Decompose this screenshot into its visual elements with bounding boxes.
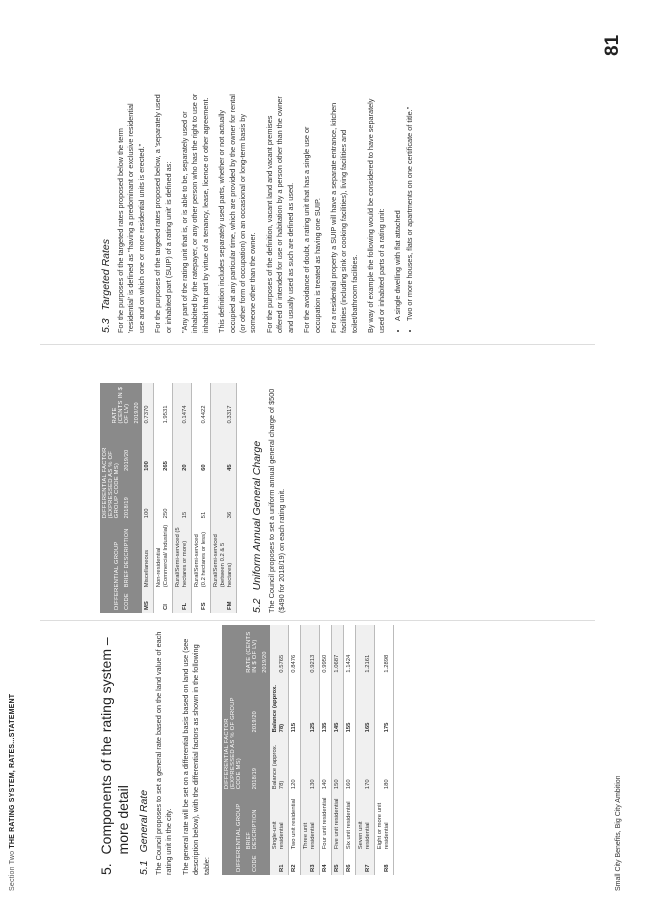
paragraph: For a residential property a SUIP will have a separate entrance, kitchen facilities (including sink or cooking facilities), living facilities and toilet/bathroom facilities. xyxy=(328,102,359,333)
paragraph: For the purposes of the definition, vacant land and vacant premises offered or intended for use or habitation by a person other than the owner and usually used as such are defined as used. xyxy=(264,96,295,333)
paragraph: For the purposes of the targeted rates proposed below the term 'residential' is defined as "having a predominant or exclusive residential use and on which one or more residential units is erected." xyxy=(116,103,146,333)
bullet-list xyxy=(393,91,416,333)
table-row: R8 Eight or more unit residential 180 175 1.2898 xyxy=(375,625,394,875)
paragraph: "Any part of the rating unit that is, or is able to be, separately used or inhabited by the ratepayer, or any other person who has the right to use or inhabit that part by virtue of a tenancy, lease, licence or other agreement. xyxy=(180,93,210,333)
list-item: • Two or more houses, flats or apartments on one certificate of title." xyxy=(405,91,415,321)
paragraph: This definition includes separately used parts, whether or not actually occupied at any particular time, which are provided by the owner for rental (or other form of occupation) on an occasional or long-term basis by someone other than the owner. xyxy=(217,94,258,333)
header-year: 2019/20 xyxy=(244,676,260,736)
section-5-1-heading: 5.1General Rate xyxy=(138,789,150,875)
section-5-3-heading: 5.3Targeted Rates xyxy=(100,238,112,333)
section-5-2-heading: 5.2Uniform Annual General Charge xyxy=(251,440,263,613)
non-residential-differential-table xyxy=(100,383,237,613)
header-year: 2019/20 xyxy=(132,383,142,426)
header-group: DIFFERENTIAL GROUP xyxy=(100,521,122,613)
paragraph: For the purposes of the targeted rates proposed below, a 'separately used or inhabited part (SUIP) of a rating unit' is defined as: xyxy=(153,94,173,333)
table-row: FM Rural/Semi-serviced (between 0.2 & 5 hectares) 36 45 0.3317 xyxy=(211,383,237,613)
residential-differential-table xyxy=(222,625,394,875)
header-brief: BRIEF DESCRIPTION xyxy=(122,521,132,590)
table-row: FS Rural/Semi-serviced (0.2 hectares or less) 51 60 0.4422 xyxy=(192,383,211,613)
paragraph: The general rate will be set on a differential basis based on land use (see description below), with the differential factors as shown in the following table: xyxy=(180,638,211,875)
header-year: 2019/20 xyxy=(260,625,270,676)
running-header xyxy=(9,694,16,891)
column-3 xyxy=(100,91,418,333)
table-row: R7 Seven unit residential 170 165 1.2161 xyxy=(356,625,375,875)
header-factor: DIFFERENTIAL FACTOR (EXPRESSED AS % OF GROUP CODE MS) xyxy=(100,426,122,521)
paragraph: The Council proposes to set a uniform annual general charge of $500 ($490 for 2018/19) on each rating unit. xyxy=(267,388,287,613)
paragraph: The Council proposes to set a general rate based on the land value of each rating unit in the city. xyxy=(154,631,174,875)
table-row: R4 Four unit residential 140 135 0.9950 xyxy=(320,625,332,875)
header-rate: RATE (CENTS IN $ OF LV) xyxy=(222,625,260,676)
footer-text: Small City Benefits, Big City Ambition xyxy=(615,775,622,891)
header-code: CODE xyxy=(122,590,132,613)
header-brief: BRIEF DESCRIPTION xyxy=(244,792,260,852)
page-number: 81 xyxy=(602,34,623,56)
table-row: R2 Two unit residential 120 115 0.8476 xyxy=(289,625,301,875)
paragraph: For the avoidance of doubt, a rating unit that has a single use or occupation is treated as having one SUIP. xyxy=(302,126,322,333)
section-5-heading: 5. Components of the rating system – more detail xyxy=(98,637,131,875)
table-row: R3 Three unit residential 130 125 0.9213 xyxy=(301,625,320,875)
paragraph: By way of example the following would be considered to have separately used or inhabited parts of a rating unit: xyxy=(366,98,386,333)
header-code: CODE xyxy=(244,852,260,875)
header-year: 2019/20 xyxy=(122,426,132,473)
table-row: R6 Six unit residential 160 155 1.1424 xyxy=(344,625,356,875)
table-row: R5 Five unit residential 150 145 1.0687 xyxy=(332,625,344,875)
table-row: MS Miscellaneous 100 100 0.7370 xyxy=(142,383,154,613)
header-factor: DIFFERENTIAL FACTOR (EXPRESSED AS % OF GROUP CODE MS) xyxy=(222,676,244,792)
column-2 xyxy=(100,383,294,613)
header-title: THE RATING SYSTEM, RATES...STATEMENT xyxy=(9,693,16,849)
table-row: CI Non-residential (Commercial/ Industrial) 250 265 1.9531 xyxy=(154,383,173,613)
table-row: R1 Single-unit residential Balance (approx. 78) Balance (approx. 78) 0.5765 xyxy=(270,625,289,875)
column-divider xyxy=(40,620,595,621)
column-1 xyxy=(98,625,394,875)
column-divider xyxy=(40,344,595,345)
header-group: DIFFERENTIAL GROUP xyxy=(222,792,244,875)
header-section: Section Two xyxy=(9,850,16,891)
list-item: • A single dwelling with flat attached xyxy=(393,91,403,321)
header-rate: RATE (CENTS IN $ OF LV) xyxy=(100,383,132,426)
header-year: 2018/19 xyxy=(244,735,260,792)
table-row: FL Rural/Semi-serviced (5 hectares or more) 15 20 0.1474 xyxy=(173,383,192,613)
header-year: 2018/19 xyxy=(122,474,132,521)
